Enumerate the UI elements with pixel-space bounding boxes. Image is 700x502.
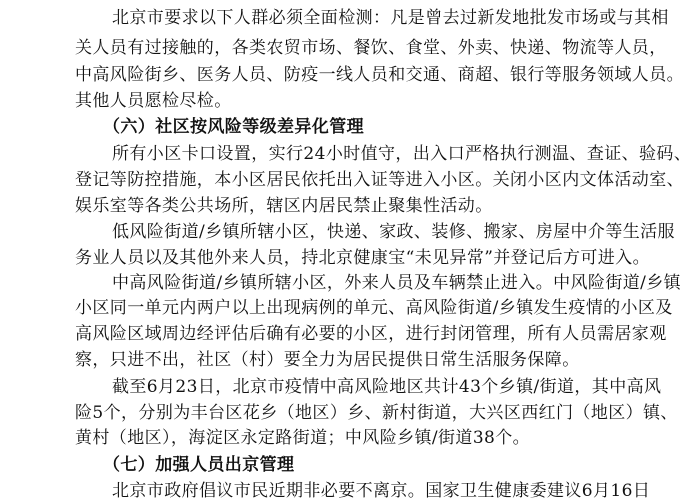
paragraph-testing-line-1: 北京市要求以下人群必须全面检测：凡是曾去过新发地批发市场或与其相 [112,8,669,28]
paragraph-statistics-line-1: 截至6月23日，北京市疫情中高风险地区共计43个乡镇/街道，其中高风 [112,377,662,397]
paragraph-testing-line-4: 其他人员愿检尽检。 [75,91,232,111]
paragraph-high-risk-line-4: 察，只进不出，社区（村）要全力为居民提供日常生活服务保障。 [75,350,580,370]
paragraph-low-risk-line-2: 务业人员以及其他外来人员，持北京健康宝“未见异常”并登记后方可进入。 [75,248,650,268]
paragraph-travel-line-1: 北京市政府倡议市民近期非必要不离京。国家卫生健康委建议6月16日 [112,481,651,501]
paragraph-testing-line-3: 中高风险街乡、医务人员、防疫一线人员和交通、商超、银行等服务领域人员。 [75,65,684,85]
section-heading-6: （六）社区按风险等级差异化管理 [103,117,364,137]
section-heading-7: （七）加强人员出京管理 [103,455,295,475]
paragraph-testing-line-2: 关人员有过接触的，各类农贸市场、餐饮、食堂、外卖、快递、物流等人员， [75,38,667,58]
paragraph-statistics-line-3: 黄村（地区），海淀区永定路街道；中风险乡镇/街道38个。 [75,428,531,448]
paragraph-checkpoint-line-1: 所有小区卡口设置，实行24小时值守，出入口严格执行测温、查证、验码、 [112,144,692,164]
paragraph-checkpoint-line-3: 娱乐室等各类公共场所，辖区内居民禁止聚集性活动。 [75,196,493,216]
paragraph-high-risk-line-3: 高风险区域周边经评估后确有必要的小区，进行封闭管理，所有人员需居家观 [75,324,667,344]
paragraph-high-risk-line-2: 小区同一单元内两户以上出现病例的单元、高风险街道/乡镇发生疫情的小区及 [75,298,673,318]
paragraph-checkpoint-line-2: 登记等防控措施，本小区居民依托出入证等进入小区。关闭小区内文体活动室、 [75,170,684,190]
paragraph-low-risk-line-1: 低风险街道/乡镇所辖小区，快递、家政、装修、搬家、房屋中介等生活服 [112,222,675,242]
paragraph-statistics-line-2: 险5个，分别为丰台区花乡（地区）乡、新村街道，大兴区西红门（地区）镇、 [75,403,678,423]
paragraph-high-risk-line-1: 中高风险街道/乡镇所辖小区，外来人员及车辆禁止进入。中风险街道/乡镇 [112,273,682,293]
